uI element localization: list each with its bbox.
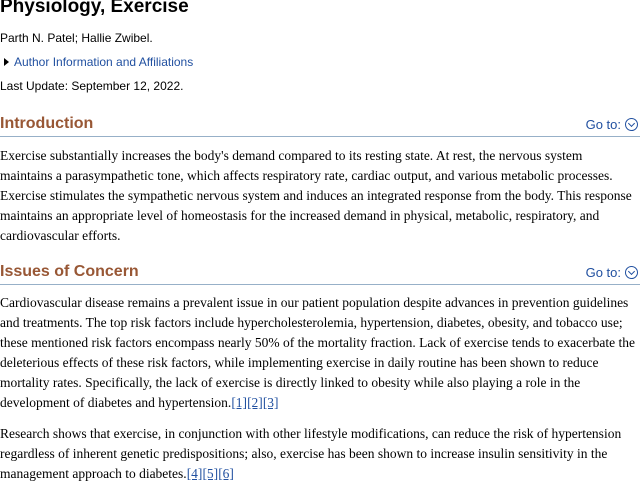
goto-label[interactable]: Go to: (585, 265, 621, 280)
goto-label[interactable]: Go to: (585, 117, 621, 132)
citation-link[interactable]: [6] (218, 466, 234, 481)
triangle-right-icon (4, 58, 9, 66)
article-authors: Parth N. Patel; Hallie Zwibel. (0, 31, 153, 45)
section-title-introduction: Introduction (0, 115, 94, 132)
article-title: Physiology, Exercise (0, 0, 189, 17)
goto-menu-issues[interactable] (586, 265, 638, 280)
citation-link[interactable]: [2] (247, 395, 263, 410)
goto-menu-introduction[interactable] (586, 117, 638, 132)
section-header-introduction (0, 114, 640, 137)
citation-link[interactable]: [5] (202, 466, 219, 481)
chevron-down-icon[interactable] (625, 266, 638, 279)
issues-paragraph-1-text: Cardiovascular disease remains a prevalent issue in our patient population despite advances in prevention guidelines and treatments. The top risk factors include hypercholesterolemia, hypertension, diabetes, obesity, and tobacco use; these mentioned risk factors encompass nearly 50% of the mortality fraction. Lack of exercise tends to exacerbate the deleterious effects of these risk factors, while implementing exercise in daily routine has been shown to reduce mortality rates. Specifically, the lack of exercise is directly linked to obesity while also playing a role in the development of diabetes and hypertension. (0, 295, 636, 410)
section-title-issues: Issues of Concern (0, 263, 139, 280)
citation-link[interactable]: [1] (231, 395, 248, 410)
last-update: Last Update: September 12, 2022. (0, 79, 184, 93)
introduction-paragraph: Exercise substantially increases the body's demand compared to its resting state. At rest, the nervous system maintains a parasympathetic tone, which affects respiratory rate, cardiac output, and various metabolic processes. Exercise stimulates the sympathetic nervous system and induces an integrated response from the body. This response maintains an appropriate level of homeostasis for the increased demand in physical, metabolic, respiratory, and cardiovascular efforts. (0, 148, 632, 243)
section-header-issues (0, 262, 640, 285)
citation-link[interactable]: [3] (262, 395, 279, 410)
author-affiliations-link[interactable]: Author Information and Affiliations (14, 55, 194, 69)
citation-link[interactable]: [4] (186, 466, 203, 481)
author-affiliations-toggle[interactable] (4, 55, 193, 69)
issues-paragraph-2 (0, 424, 638, 484)
issues-paragraph-1 (0, 293, 638, 413)
chevron-down-icon[interactable] (625, 118, 638, 131)
issues-paragraph-2-text: Research shows that exercise, in conjunction with other lifestyle modifications, can reduce the risk of hypertension regardless of inherent genetic predispositions; also, exercise has been shown to increase insulin sensitivity in the management approach to diabetes. (0, 426, 622, 481)
